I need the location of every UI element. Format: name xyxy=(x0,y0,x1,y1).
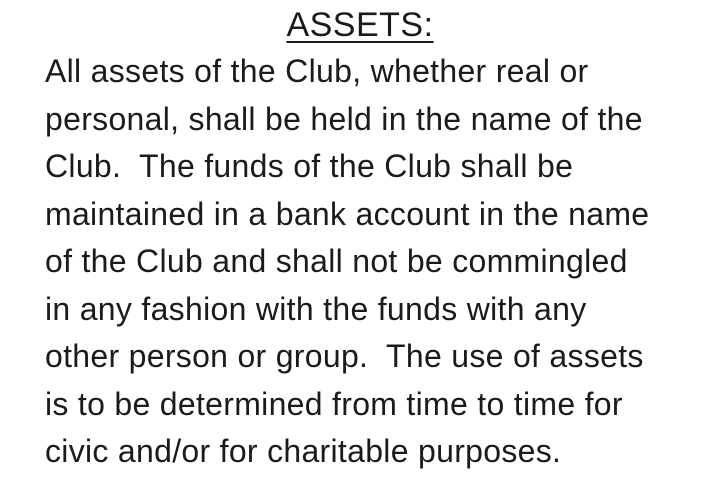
text-line: is to be determined from time to time for xyxy=(45,385,623,422)
text-line: in any fashion with the funds with any xyxy=(45,290,587,327)
text-line: Club. The funds of the Club shall be xyxy=(45,148,574,184)
text-line: maintained in a bank account in the name xyxy=(45,195,650,232)
text-line: civic and/or for charitable purposes. xyxy=(45,433,562,469)
paragraph-assets xyxy=(0,47,720,476)
text-line: personal, shall be held in the name of the xyxy=(45,100,643,137)
section-title: ASSETS: xyxy=(286,6,434,44)
text-line: All assets of the Club, whether real or xyxy=(45,53,589,89)
text-line: of the Club and shall not be commingled xyxy=(45,243,628,279)
text-line: other person or group. The use of assets xyxy=(45,338,644,374)
